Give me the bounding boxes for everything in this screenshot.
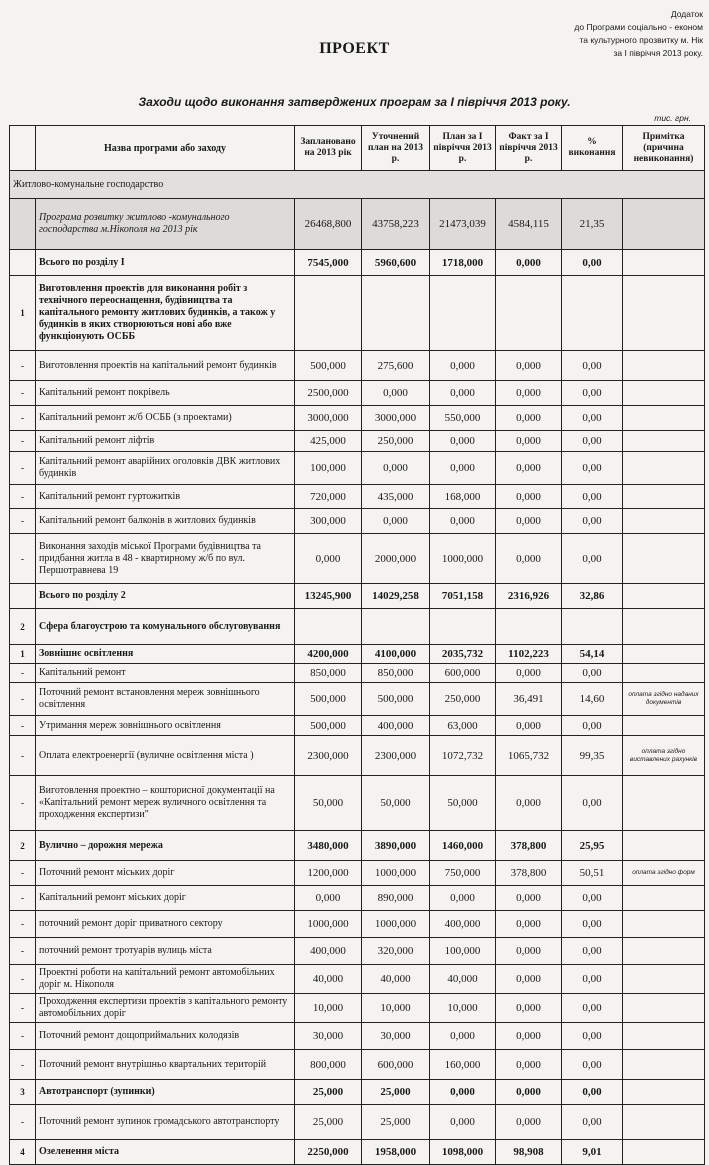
header-name: Назва програми або заходу: [36, 126, 295, 171]
row-percent: 0,00: [562, 351, 623, 381]
row-number: 1: [10, 276, 36, 351]
row-updated: 250,000: [362, 431, 430, 452]
header-fact-h1: Факт за I півріччя 2013 р.: [496, 126, 562, 171]
row-note: [623, 1050, 705, 1080]
row-number: -: [10, 534, 36, 584]
row-planned: 4200,000: [295, 645, 362, 664]
row-note: [623, 584, 705, 609]
row-updated: 3000,000: [362, 406, 430, 431]
row-fact-h1: 0,000: [496, 485, 562, 509]
row-percent: 0,00: [562, 938, 623, 965]
row-note: [623, 351, 705, 381]
row-plan-h1: 1072,732: [430, 736, 496, 776]
row-updated: 890,000: [362, 886, 430, 911]
row-name: Поточний ремонт міських доріг: [36, 861, 295, 886]
table-row: [10, 351, 705, 381]
row-percent: 14,60: [562, 683, 623, 716]
row-number: 3: [10, 1080, 36, 1105]
row-planned: 425,000: [295, 431, 362, 452]
row-number: -: [10, 431, 36, 452]
row-note: [623, 381, 705, 406]
row-plan-h1: 63,000: [430, 716, 496, 736]
row-name: Капітальний ремонт ліфтів: [36, 431, 295, 452]
row-percent: 0,00: [562, 534, 623, 584]
row-number: -: [10, 716, 36, 736]
row-number: -: [10, 406, 36, 431]
row-note: [623, 609, 705, 645]
row-plan-h1: 50,000: [430, 776, 496, 831]
row-percent: 99,35: [562, 736, 623, 776]
row-note: [623, 776, 705, 831]
row-updated: 25,000: [362, 1105, 430, 1140]
row-name: поточний ремонт доріг приватного сектору: [36, 911, 295, 938]
row-fact-h1: 0,000: [496, 381, 562, 406]
row-name: Утримання мереж зовнішнього освітлення: [36, 716, 295, 736]
table-row: [10, 609, 705, 645]
row-fact-h1: 36,491: [496, 683, 562, 716]
row-name: Озеленення міста: [36, 1140, 295, 1165]
row-updated: 2000,000: [362, 534, 430, 584]
header-row: [10, 126, 705, 171]
row-note: [623, 716, 705, 736]
row-fact-h1: 0,000: [496, 716, 562, 736]
appendix-line: Додаток: [670, 9, 703, 19]
row-percent: 0,00: [562, 886, 623, 911]
row-updated: [362, 276, 430, 351]
row-updated: 1958,000: [362, 1140, 430, 1165]
row-number: [10, 199, 36, 250]
row-number: -: [10, 776, 36, 831]
row-note: оплата згідно виставлених рахунків: [623, 736, 705, 776]
row-percent: 0,00: [562, 406, 623, 431]
row-updated: 0,000: [362, 452, 430, 485]
row-planned: 26468,800: [295, 199, 362, 250]
table-row: [10, 452, 705, 485]
row-name: Поточний ремонт дощоприймальних колодязів: [36, 1023, 295, 1050]
header-number-cell: [10, 126, 36, 171]
row-plan-h1: 0,000: [430, 431, 496, 452]
row-plan-h1: 160,000: [430, 1050, 496, 1080]
row-fact-h1: 2316,926: [496, 584, 562, 609]
row-name: Виконання заходів міської Програми будівництва та придбання житла в 48 - квартирному ж/б по вул. Першотравнева 19: [36, 534, 295, 584]
row-updated: 25,000: [362, 1080, 430, 1105]
row-name: Капітальний ремонт гуртожитків: [36, 485, 295, 509]
units-label: тис. грн.: [654, 113, 691, 123]
row-note: [623, 276, 705, 351]
row-fact-h1: 0,000: [496, 1105, 562, 1140]
row-number: 1: [10, 645, 36, 664]
row-planned: 800,000: [295, 1050, 362, 1080]
row-fact-h1: 4584,115: [496, 199, 562, 250]
row-name: Поточний ремонт зупинок громадського автотранспорту: [36, 1105, 295, 1140]
row-updated: 275,600: [362, 351, 430, 381]
row-name: Зовнішнє освітлення: [36, 645, 295, 664]
row-fact-h1: 0,000: [496, 509, 562, 534]
row-fact-h1: 0,000: [496, 911, 562, 938]
table-row: [10, 664, 705, 683]
table-row: [10, 831, 705, 861]
row-number: -: [10, 509, 36, 534]
row-fact-h1: 0,000: [496, 250, 562, 276]
row-plan-h1: 400,000: [430, 911, 496, 938]
row-fact-h1: 1102,223: [496, 645, 562, 664]
row-percent: 21,35: [562, 199, 623, 250]
row-percent: 0,00: [562, 965, 623, 994]
appendix-line: за I півріччя 2013 року.: [613, 48, 703, 58]
table-row: [10, 886, 705, 911]
table-row: [10, 199, 705, 250]
table-body: [10, 126, 705, 1165]
row-updated: 1000,000: [362, 861, 430, 886]
row-planned: 25,000: [295, 1080, 362, 1105]
row-planned: 30,000: [295, 1023, 362, 1050]
row-percent: 0,00: [562, 381, 623, 406]
row-fact-h1: 0,000: [496, 938, 562, 965]
row-plan-h1: 0,000: [430, 1105, 496, 1140]
row-planned: 0,000: [295, 886, 362, 911]
row-plan-h1: 250,000: [430, 683, 496, 716]
row-fact-h1: 0,000: [496, 965, 562, 994]
row-name: Проектні роботи на капітальний ремонт автомобільних доріг м. Нікополя: [36, 965, 295, 994]
row-updated: 30,000: [362, 1023, 430, 1050]
row-plan-h1: 600,000: [430, 664, 496, 683]
row-percent: 0,00: [562, 485, 623, 509]
row-percent: 0,00: [562, 431, 623, 452]
row-percent: 25,95: [562, 831, 623, 861]
table-row: [10, 431, 705, 452]
row-fact-h1: 0,000: [496, 534, 562, 584]
row-planned: 1200,000: [295, 861, 362, 886]
row-plan-h1: [430, 609, 496, 645]
row-planned: 40,000: [295, 965, 362, 994]
row-planned: 3000,000: [295, 406, 362, 431]
table-row: [10, 938, 705, 965]
row-fact-h1: 0,000: [496, 664, 562, 683]
table-row: [10, 1140, 705, 1165]
row-percent: 9,01: [562, 1140, 623, 1165]
table-row: [10, 381, 705, 406]
header-plan-h1: План за I півріччя 2013 р.: [430, 126, 496, 171]
row-fact-h1: 0,000: [496, 886, 562, 911]
row-planned: 3480,000: [295, 831, 362, 861]
row-name: Капітальний ремонт балконів в житлових будинків: [36, 509, 295, 534]
row-note: [623, 1023, 705, 1050]
row-note: [623, 509, 705, 534]
row-updated: [362, 609, 430, 645]
row-number: -: [10, 861, 36, 886]
row-planned: 400,000: [295, 938, 362, 965]
row-name: поточний ремонт тротуарів вулиць міста: [36, 938, 295, 965]
row-number: 2: [10, 831, 36, 861]
row-updated: 4100,000: [362, 645, 430, 664]
row-plan-h1: 100,000: [430, 938, 496, 965]
row-percent: [562, 609, 623, 645]
row-plan-h1: 2035,732: [430, 645, 496, 664]
row-plan-h1: 0,000: [430, 381, 496, 406]
row-number: -: [10, 911, 36, 938]
row-planned: [295, 609, 362, 645]
row-plan-h1: 1000,000: [430, 534, 496, 584]
programs-table: [9, 125, 705, 1165]
row-plan-h1: 1098,000: [430, 1140, 496, 1165]
row-updated: 50,000: [362, 776, 430, 831]
table-row: [10, 485, 705, 509]
table-row: [10, 683, 705, 716]
row-planned: 500,000: [295, 351, 362, 381]
row-percent: 0,00: [562, 452, 623, 485]
row-note: оплата згідно форм: [623, 861, 705, 886]
row-planned: 850,000: [295, 664, 362, 683]
row-number: -: [10, 994, 36, 1023]
row-percent: 50,51: [562, 861, 623, 886]
row-plan-h1: 40,000: [430, 965, 496, 994]
row-fact-h1: 0,000: [496, 776, 562, 831]
row-percent: 0,00: [562, 994, 623, 1023]
table-row: [10, 1080, 705, 1105]
table-row: [10, 1023, 705, 1050]
row-percent: 0,00: [562, 776, 623, 831]
row-number: -: [10, 381, 36, 406]
row-updated: 500,000: [362, 683, 430, 716]
row-name: Виготовлення проектів для виконання робіт з технічного переоснащення, будівництва та капітального ремонту житлових будинків, а також у будинків в яких створюються нові або вже функціонують ОСББ: [36, 276, 295, 351]
row-plan-h1: 0,000: [430, 452, 496, 485]
table-row: [10, 716, 705, 736]
row-note: [623, 1080, 705, 1105]
row-updated: 0,000: [362, 381, 430, 406]
row-updated: 3890,000: [362, 831, 430, 861]
row-plan-h1: [430, 276, 496, 351]
row-updated: 400,000: [362, 716, 430, 736]
row-percent: 0,00: [562, 1023, 623, 1050]
table-row: [10, 736, 705, 776]
row-note: [623, 664, 705, 683]
row-note: [623, 406, 705, 431]
document-subtitle: Заходи щодо виконання затверджених програм за I півріччя 2013 року.: [138, 95, 571, 109]
row-name: Капітальний ремонт ж/б ОСББ (з проектами): [36, 406, 295, 431]
row-plan-h1: 550,000: [430, 406, 496, 431]
row-percent: 0,00: [562, 1080, 623, 1105]
row-note: [623, 431, 705, 452]
row-name: Виготовлення проектно – кошторисної документації на «Капітальний ремонт мереж вуличного освітлення та проходження експертизи": [36, 776, 295, 831]
row-note: [623, 886, 705, 911]
row-updated: 600,000: [362, 1050, 430, 1080]
row-name: Програма розвитку житлово -комунального господарства м.Нікополя на 2013 рік: [36, 199, 295, 250]
table-row: [10, 776, 705, 831]
row-name: Капітальний ремонт: [36, 664, 295, 683]
row-plan-h1: 750,000: [430, 861, 496, 886]
row-plan-h1: 1718,000: [430, 250, 496, 276]
row-planned: 500,000: [295, 683, 362, 716]
row-percent: 0,00: [562, 664, 623, 683]
row-plan-h1: 0,000: [430, 509, 496, 534]
row-number: -: [10, 1023, 36, 1050]
row-planned: 7545,000: [295, 250, 362, 276]
row-number: -: [10, 938, 36, 965]
header-planned: Заплановано на 2013 рік: [295, 126, 362, 171]
row-fact-h1: 378,800: [496, 861, 562, 886]
document-title: ПРОЕКТ: [319, 40, 390, 57]
row-updated: 40,000: [362, 965, 430, 994]
row-fact-h1: 0,000: [496, 406, 562, 431]
row-fact-h1: 0,000: [496, 994, 562, 1023]
row-fact-h1: [496, 276, 562, 351]
header-updated: Уточнений план на 2013 р.: [362, 126, 430, 171]
row-planned: 500,000: [295, 716, 362, 736]
row-number: 4: [10, 1140, 36, 1165]
row-percent: 0,00: [562, 716, 623, 736]
row-note: оплата згідно наданих документів: [623, 683, 705, 716]
row-note: [623, 485, 705, 509]
row-note: [623, 831, 705, 861]
row-fact-h1: 0,000: [496, 431, 562, 452]
row-planned: 2300,000: [295, 736, 362, 776]
row-note: [623, 645, 705, 664]
row-percent: 0,00: [562, 250, 623, 276]
row-note: [623, 965, 705, 994]
row-name: Всього по розділу I: [36, 250, 295, 276]
row-updated: 1000,000: [362, 911, 430, 938]
table-row: [10, 276, 705, 351]
row-updated: 14029,258: [362, 584, 430, 609]
row-number: -: [10, 452, 36, 485]
row-plan-h1: 0,000: [430, 351, 496, 381]
row-note: [623, 1105, 705, 1140]
row-fact-h1: 378,800: [496, 831, 562, 861]
row-updated: 5960,600: [362, 250, 430, 276]
row-name: Капітальний ремонт аварійних оголовків ДВК житлових будинків: [36, 452, 295, 485]
row-planned: 10,000: [295, 994, 362, 1023]
row-updated: 320,000: [362, 938, 430, 965]
row-name: Поточний ремонт внутрішньо квартальних територій: [36, 1050, 295, 1080]
row-updated: 435,000: [362, 485, 430, 509]
row-note: [623, 938, 705, 965]
row-plan-h1: 0,000: [430, 1080, 496, 1105]
row-plan-h1: 0,000: [430, 1023, 496, 1050]
row-fact-h1: 98,908: [496, 1140, 562, 1165]
row-plan-h1: 0,000: [430, 886, 496, 911]
row-number: -: [10, 485, 36, 509]
table-row: [10, 250, 705, 276]
row-planned: 300,000: [295, 509, 362, 534]
row-name: Автотранспорт (зупинки): [36, 1080, 295, 1105]
row-planned: 50,000: [295, 776, 362, 831]
row-fact-h1: 0,000: [496, 452, 562, 485]
table-row: [10, 1050, 705, 1080]
row-percent: 0,00: [562, 1105, 623, 1140]
row-name: Вулично – дорожня мережа: [36, 831, 295, 861]
row-plan-h1: 168,000: [430, 485, 496, 509]
row-name: Сфера благоустрою та комунального обслуговування: [36, 609, 295, 645]
row-name: Капітальний ремонт міських доріг: [36, 886, 295, 911]
row-note: [623, 911, 705, 938]
row-fact-h1: 0,000: [496, 351, 562, 381]
row-number: [10, 584, 36, 609]
row-name: Оплата електроенергії (вуличне освітлення міста ): [36, 736, 295, 776]
row-updated: 850,000: [362, 664, 430, 683]
row-number: -: [10, 736, 36, 776]
row-percent: [562, 276, 623, 351]
row-plan-h1: 7051,158: [430, 584, 496, 609]
row-plan-h1: 10,000: [430, 994, 496, 1023]
row-updated: 43758,223: [362, 199, 430, 250]
row-percent: 0,00: [562, 1050, 623, 1080]
row-name: Виготовлення проектів на капітальний ремонт будинків: [36, 351, 295, 381]
row-planned: 1000,000: [295, 911, 362, 938]
row-note: [623, 250, 705, 276]
row-planned: [295, 276, 362, 351]
table-row: [10, 965, 705, 994]
row-number: -: [10, 351, 36, 381]
row-number: -: [10, 683, 36, 716]
row-plan-h1: 1460,000: [430, 831, 496, 861]
row-name: Капітальний ремонт покрівель: [36, 381, 295, 406]
row-number: -: [10, 886, 36, 911]
table-row: [10, 645, 705, 664]
row-note: [623, 534, 705, 584]
row-number: [10, 250, 36, 276]
table-row: [10, 509, 705, 534]
table-row: [10, 1105, 705, 1140]
row-planned: 100,000: [295, 452, 362, 485]
row-percent: 54,14: [562, 645, 623, 664]
row-fact-h1: 0,000: [496, 1080, 562, 1105]
row-percent: 0,00: [562, 911, 623, 938]
row-updated: 10,000: [362, 994, 430, 1023]
row-number: 2: [10, 609, 36, 645]
appendix-line: та культурного прозвитку м. Нік: [579, 35, 703, 45]
row-planned: 2500,000: [295, 381, 362, 406]
row-planned: 2250,000: [295, 1140, 362, 1165]
row-plan-h1: 21473,039: [430, 199, 496, 250]
table-row: [10, 861, 705, 886]
row-updated: 2300,000: [362, 736, 430, 776]
row-number: -: [10, 1105, 36, 1140]
header-note: Примітка (причина невиконання): [623, 126, 705, 171]
row-percent: 0,00: [562, 509, 623, 534]
header-percent: % виконання: [562, 126, 623, 171]
row-number: -: [10, 1050, 36, 1080]
row-planned: 13245,900: [295, 584, 362, 609]
row-note: [623, 199, 705, 250]
row-name: Поточний ремонт встановлення мереж зовнішнього освітлення: [36, 683, 295, 716]
row-planned: 0,000: [295, 534, 362, 584]
table-row: [10, 534, 705, 584]
row-name: Проходження експертизи проектів з капітального ремонту автомобільних доріг: [36, 994, 295, 1023]
row-fact-h1: 0,000: [496, 1023, 562, 1050]
table-row: [10, 584, 705, 609]
row-percent: 32,86: [562, 584, 623, 609]
row-number: -: [10, 664, 36, 683]
appendix-line: до Програми соціально - економ: [574, 22, 703, 32]
row-number: -: [10, 965, 36, 994]
row-note: [623, 994, 705, 1023]
row-fact-h1: 1065,732: [496, 736, 562, 776]
table-row: [10, 911, 705, 938]
row-updated: 0,000: [362, 509, 430, 534]
table-row: [10, 406, 705, 431]
section-title: Житлово-комунальне господарство: [10, 171, 705, 199]
row-note: [623, 1140, 705, 1165]
row-note: [623, 452, 705, 485]
row-fact-h1: 0,000: [496, 1050, 562, 1080]
row-planned: 720,000: [295, 485, 362, 509]
row-name: Всього по розділу 2: [36, 584, 295, 609]
row-planned: 25,000: [295, 1105, 362, 1140]
row-fact-h1: [496, 609, 562, 645]
table-row: [10, 994, 705, 1023]
table-row: [10, 171, 705, 199]
